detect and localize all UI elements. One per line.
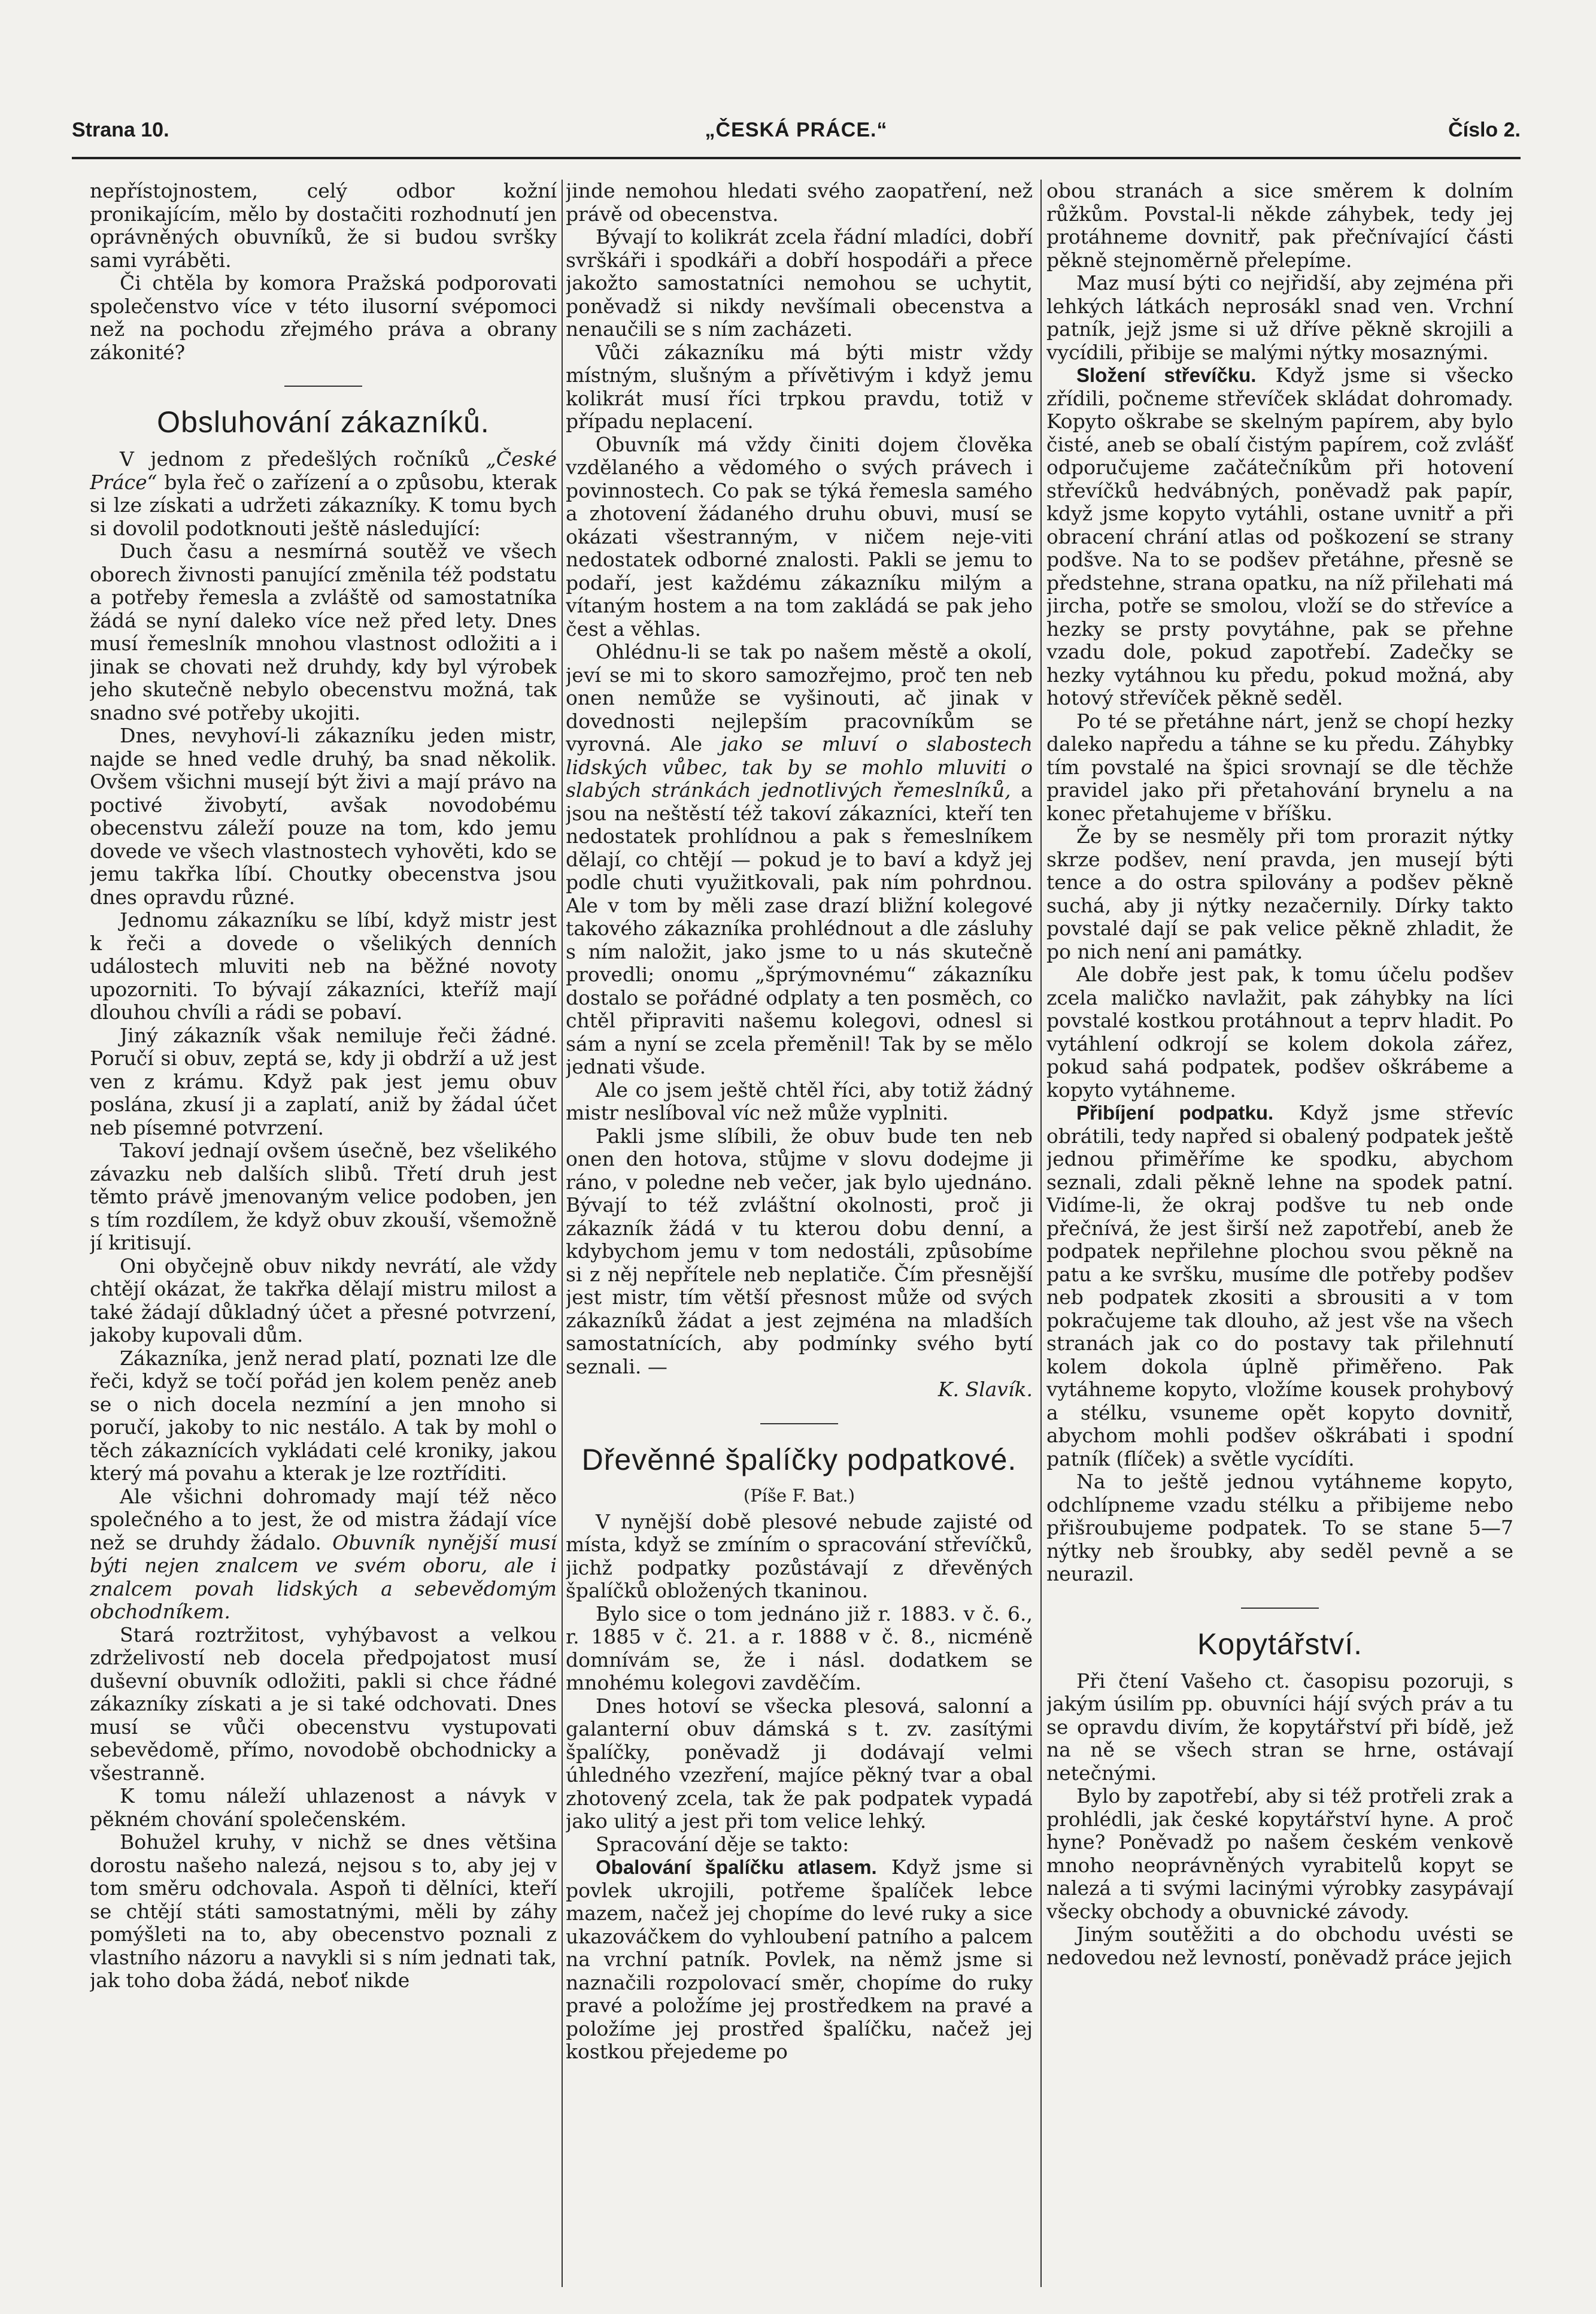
paragraph: Při čtení Vašeho ct. časopisu pozoruji, s jakým úsilím pp. obuvníci hájí svých práv a tu se opravdu divím, že kopytářství při bídě, jež na ně se všech stran se hrne, ostávají netečnými.	[1046, 1669, 1513, 1785]
page-number: Strana 10.	[72, 119, 169, 141]
article-heading: Kopytářství.	[1197, 1627, 1363, 1661]
paragraph: V nynější době plesové nebude zajisté od místa, když se zmíním o spracování střevíčků, jichž podpatky pozůstávají z dřevěných špalíčků obložených tkaninou.	[566, 1509, 1033, 1602]
signature-line	[566, 1378, 1033, 1402]
paragraph: Bohužel kruhy, v nichž se dnes většina dorostu našeho nalezá, nejsou s to, aby jej v tom směru odchovala. Aspoň ti dělníci, kteří se chtějí státi samostatnými, měli by záhy pomýšleti na to, aby obecenstvo poznali z vlastního názoru a navykli si s ním jednati tak, jak toho doba žádá, neboť nikde	[90, 1830, 557, 1992]
paragraph: Bylo by zapotřebí, aby si též protřeli zrak a prohlédli, jak české kopytářství hyne. A proč hyne? Poněvadž po našem českém venkově mnoho neoprávněných vyrabitelů kopyt se nalezá a ti svými lacinými výrobky zasypávají všecky obchody a obuvnické závody.	[1046, 1784, 1513, 1923]
journal-title: „ČESKÁ PRÁCE.“	[705, 119, 888, 141]
paragraph: jinde nemohou hledati svého zaopatření, než právě od obecenstva.	[566, 180, 1033, 226]
paragraph: Zákazníka, jenž nerad platí, poznati lze dle řeči, když se točí pořád jen kolem peněz aneb se o nich docela nezmíní a jen mnoho si poručí, jakoby to nic nestálo. A tak by mohl o těch zákaznících vykládati celé kroniky, jakou který má povahu a kterak je lze roztříditi.	[90, 1346, 557, 1485]
column-divider	[562, 180, 563, 2287]
paragraph: Ale všichni dohromady mají též něco společného a to jest, že od mistra žádají více než se druhdy žádalo. Obuvník nynější musí býti nejen znalcem ve svém oboru, ale i znalcem povah lidských a sebevědomým obchodníkem.	[90, 1484, 557, 1623]
column-divider	[1040, 180, 1042, 2287]
paragraph: Přibíjení podpatku. Když jsme střevíc obrátili, tedy napřed si obalený podpatek ještě jednou přiměříme ke spodku, abychom seznali, zdali pěkně lehne na spodek patní. Vidíme-li, že okraj podšve tu neb onde přečnívá, že jest širší než zapotřebí, aneb že podpatek nepřilehne plochou svou pěkně na patu a ke svršku, musíme dle potřeby podšev neb podpatek zkositi a sbrousiti a v tom pokračujeme tak dlouho, až jest vše na všech stranách jak co do postavy tak přilehnutí kolem dokola úplně přiměřeno. Pak vytáhneme kopyto, vložíme kousek prohybový a stélku, vsuneme opět kopyto dovnitř, abychom mohli podšev oškrábati i spodní patník (flíček) a světle vycídíti.	[1046, 1101, 1513, 1470]
header-rule	[72, 157, 1521, 159]
paragraph: Složení střevíčku. Když jsme si všecko zřídili, počneme střevíček skládat dohromady. Kopyto oškrabe se skelným papírem, aby bylo čisté, aneb se obalí čistým papírem, což zvlášť odporučujeme začátečníkům při hotovení střevíčků hedvábných, poněvadž pak papír, když jsme kopyto vytáhli, ostane uvnitř a při obracení chrání atlas od poškození se strany podšve. Na to se podšev přetáhne, přesně se předstehne, strana opatku, na níž přilehati má jircha, potře se smolou, vloží se do střevíce a hezky se prsty povytáhne, pak se přehne vzadu dole, pokud zapotřebí. Zadečky se hezky vytáhnou ku předu, pokud možná, aby hotový střevíček pěkně seděl.	[1046, 363, 1513, 709]
column-2	[566, 180, 1033, 2299]
subheading: Obalování špalíčku atlasem.	[596, 1856, 877, 1878]
paragraph: Bývají to kolikrát zcela řádní mladíci, dobří svrškáři i spodkáři a dobří hospodáři a přece jakožto samostatníci nemohou se uchytit, poněvadž si nikdy nevšímali obecenstva a nenaučili se s ním zacházeti.	[566, 225, 1033, 341]
paragraph: nepřístojnostem, celý odbor kožní pronikajícím, mělo by dostačiti rozhodnutí jen oprávněných obuvníků, že si budou svršky sami vyráběti.	[90, 180, 557, 272]
paragraph: Ohlédnu-li se tak po našem městě a okolí, jeví se mi to skoro samozřejmo, proč ten neb onen nemůže se vyšinouti, ač jinak v dovednosti nejlepším pracovníkům se vyrovná. Ale jako se mluví o slabostech lidských vůbec, tak by se mohlo mluviti o slabých stránkách jednotlivých řemeslníků, a jsou na neštěstí též takoví zákazníci, kteří ten nedostatek prohlídnou a pak s řemeslníkem dělají, co chtějí — pokud je to baví a když jej podle chuti využitkovali, pak ním pohrdnou. Ale v tom by měli zase drazí bližní kolegové takového zákazníka prohlédnout a dle zásluhy s ním naložit, jako jsme to u nás skutečně provedli; onomu „šprýmovnému“ zákazníku dostalo se pořádné odplaty a ten posměch, co chtěl připraviti našemu kolegovi, odnesl si sám a nyní se zcela přeměnil! Tak by se mělo jednati všude.	[566, 640, 1033, 1078]
paragraph: Jiným soutěžiti a do obchodu uvésti se nedovedou než levností, poněvadž práce jejich	[1046, 1922, 1513, 1969]
paragraph: Takoví jednají ovšem úsečně, bez všelikého závazku neb dalších slibů. Třetí druh jest těmto právě jmenovaným velice podoben, jen s tím rozdílem, že když obuv zkouší, všemožně jí kritisují.	[90, 1139, 557, 1254]
paragraph: Bylo sice o tom jednáno již r. 1883. v č. 6., r. 1885 v č. 21. a r. 1888 v č. 8., nicméně domnívám se, že i násl. dodatkem se mnohému kolegovi zavděčím.	[566, 1602, 1033, 1694]
column-1	[90, 180, 557, 2299]
page-header	[72, 113, 1521, 148]
paragraph: K tomu náleží uhlazenost a návyk v pěkném chování společenském.	[90, 1784, 557, 1831]
paragraph: Maz musí býti co nejřidší, aby zejména při lehkých látkách neprosákl snad ven. Vrchní patník, jejž jsme si už dříve pěkně skrojili a vycídili, přibije se malými nýtky mosaznými.	[1046, 271, 1513, 364]
paragraph: Spracování děje se takto:	[596, 1832, 849, 1856]
issue-number: Číslo 2.	[1448, 119, 1521, 141]
section-separator	[1241, 1608, 1319, 1609]
paragraph: Či chtěla by komora Pražská podporovati společenstvo více v této ilusorní svépomoci než na pochodu zřejmého práva a obrany zákonité?	[90, 271, 557, 364]
paragraph: Obalování špalíčku atlasem. Když jsme si povlek ukrojili, potřeme špalíček lebce mazem, načež jej chopíme do levé ruky a sice ukazováčkem do vyhloubení patního a palcem na vrchní patník. Povlek, na němž jsme si naznačili rozpolovací směr, chopíme do ruky pravé a položíme jej prostředkem na pravé a položíme jej prostřed špalíčku, načež jej kostkou přejedeme po	[566, 1855, 1033, 2063]
paragraph: Po té se přetáhne nárt, jenž se chopí hezky daleko napředu a táhne se ku předu. Záhybky tím povstalé na špici srovnají se dle těchže pravidel jako při přetahování brynelu a na konec přetahujeme v bříšku.	[1046, 709, 1513, 825]
author-signature: K. Slavík.	[937, 1378, 1033, 1401]
paragraph: Obuvník má vždy činiti dojem člověka vzdělaného a vědomého o svých právech i povinnostech. Co pak se týká řemesla samého a zhotovení žádaného druhu obuvi, musí se okázati všestranným, v ničem neje-viti nedostatek odborné znalosti. Pakli se jemu to podaří, jest každému zákazníku milým a vítaným hostem a na tom zakládá se pak jeho čest a věhlas.	[566, 432, 1033, 641]
paragraph: V jednom z předešlých ročníků „České Práce“ byla řeč o zařízení a o způsobu, kterak si lze získati a udržeti zákazníky. K tomu bych si dovolil podotknouti ještě následující:	[90, 447, 557, 540]
paragraph: Jednomu zákazníku se líbí, když mistr jest k řeči a dovede o všelikých denních událostech mluviti neb na běžné novoty upozorniti. To bývají zákazníci, kteříž mají dlouhou chvíli a rádi se pobaví.	[90, 908, 557, 1024]
byline: (Píše F. Bat.)	[743, 1485, 855, 1506]
section-separator	[760, 1423, 838, 1424]
paragraph: Ale dobře jest pak, k tomu účelu podšev zcela maličko navlažit, pak záhybky na líci povstalé kostkou protáhnout a teprv hladit. Po vytáhlení odkrojí se kolem dokola zářez, pokud sahá podpatek, podšev oškrábeme a kopyto vytáhneme.	[1046, 963, 1513, 1102]
paragraph: Pakli jsme slíbili, že obuv bude ten neb onen den hotova, stůjme v slovu dodejme ji ráno, v poledne neb večer, jak bylo ujednáno. Bývají to též zvláštní okolnosti, proč ji zákazník žádá v tu kterou dobu denní, a kdybychom jemu v tom nedostáli, způsobíme si z něj nepřítele neb neplatiče. Čím přesnější jest mistr, tím větší přesnost může od svých zákazníků žádat a jest zejména na mladších samostatnících, aby podmínky svého bytí seznali. —	[566, 1124, 1033, 1378]
paragraph: Že by se nesměly při tom prorazit nýtky skrze podšev, není pravda, jen musejí býti tence a do ostra spilovány a podšev pěkně suchá, aby ji nýtky nezačernily. Dírky takto povstalé dají se pak velice pěkně zhladit, že po nich není ani památky.	[1046, 824, 1513, 963]
paragraph: Vůči zákazníku má býti mistr vždy místným, slušným a přívětivým i když jemu kolikrát musí říci trpkou pravdu, totiž v případu neplacení.	[566, 340, 1033, 433]
paragraph: Duch času a nesmírná soutěž ve všech oborech živnosti panující změnila též podstatu a potřeby řemesla a zvláště od samostatníka žádá se nyní daleko více než před lety. Dnes musí řemeslník mnohou vlastnost odložiti a i jinak se chovati než druhdy, kdy byl výrobek jeho skutečně nebylo obecenstvu možná, tak snadno své potřeby ukojiti.	[90, 539, 557, 724]
paragraph: Oni obyčejně obuv nikdy nevrátí, ale vždy chtějí okázat, že takřka dělají mistru milost a také žádají důkladný účet a přesné potvrzení, jakoby kupovali dům.	[90, 1254, 557, 1346]
subheading: Přibíjení podpatku.	[1076, 1102, 1274, 1124]
paragraph: Ale co jsem ještě chtěl říci, aby totiž žádný mistr neslíboval víc než může vyplniti.	[566, 1078, 1033, 1124]
article-heading: Obsluhování zákazníků.	[157, 405, 490, 439]
paragraph: Dnes hotoví se všecka plesová, salonní a galanterní obuv dámská s t. zv. zasítými špalíčky, poněvadž ji dodávají velmi úhledného vzezření, majíce pěkný tvar a obal zhotovený zcela, tak že pak podpatek vypadá jako ulitý a jest při tom velice lehký.	[566, 1694, 1033, 1833]
article-heading: Dřevěnné špalíčky podpatkové.	[581, 1442, 1017, 1476]
paragraph: Dnes, nevyhoví-li zákazníku jeden mistr, najde se hned vedle druhý, ba snad několik. Ovšem všichni musejí být živi a mají právo na poctivé živobytí, avšak novodobému obecenstvu záleží pouze na tom, kdo jemu dovede ve všech vlastnostech vyhověti, kdo se jemu takřka líbí. Choutky obecenstva jsou dnes opravdu různé.	[90, 724, 557, 909]
paragraph: Jiný zákazník však nemiluje řeči žádné. Poručí si obuv, zeptá se, kdy ji obdrží a už jest ven z krámu. Když pak jest jemu obuv poslána, zkusí ji a zaplatí, aniž by žádal účet neb písemné potvrzení.	[90, 1023, 557, 1139]
section-separator	[284, 386, 362, 387]
paragraph: Stará roztržitost, vyhýbavost a velkou zdrželivostí neb docela předpojatost musí duševní obuvník odložiti, pakli si chce řádné zákazníky získati a je si také odchovati. Dnes musí se vůči obecenstvu vystupovati sebevědomě, přímo, novodobě obchodnicky a všestranně.	[90, 1622, 557, 1785]
paragraph: obou stranách a sice směrem k dolním růžkům. Povstal-li někde záhybek, tedy jej protáhneme dovnitř, pak přečnívající části pěkně stejnoměrně přelepíme.	[1046, 180, 1513, 272]
column-3	[1046, 180, 1513, 2299]
paragraph: Na to ještě jednou vytáhneme kopyto, odchlípneme vzadu stélku a přibijeme nebo přišroubujeme podpatek. To se stane 5—7 nýtky neb šroubky, aby seděl pevně a se neurazil.	[1046, 1470, 1513, 1585]
subheading: Složení střevíčku.	[1076, 364, 1257, 386]
